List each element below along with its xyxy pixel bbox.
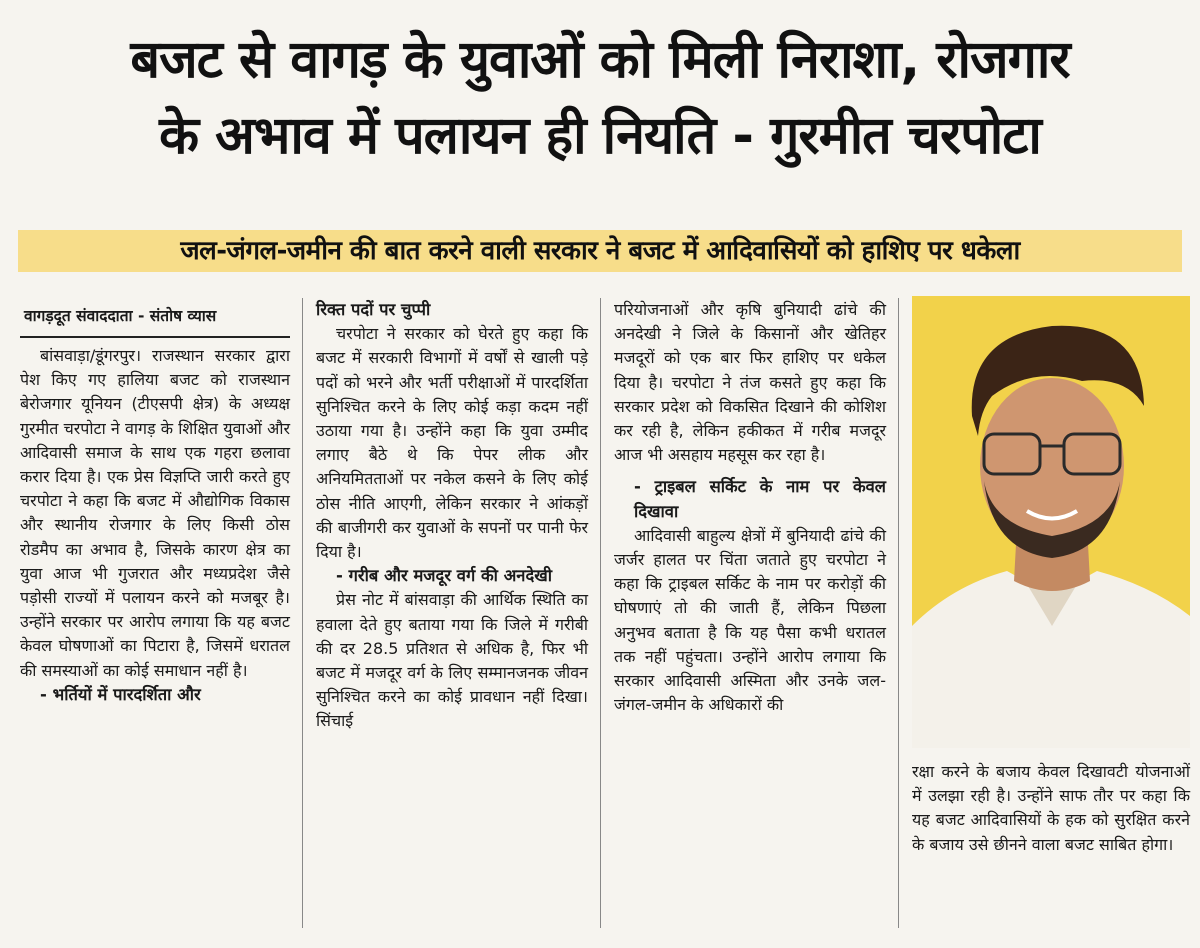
col3-subheading-1: - ट्राइबल सर्किट के नाम पर केवल दिखावा bbox=[634, 477, 886, 521]
article-column-1 bbox=[20, 298, 290, 707]
article-column-4 bbox=[912, 760, 1190, 857]
byline: वागड़दूत संवाददाता - संतोष व्यास bbox=[20, 298, 290, 338]
col3-paragraph-2: आदिवासी बाहुल्य क्षेत्रों में बुनियादी ढांचे की जर्जर हालत पर चिंता जताते हुए चरपोटा ने कहा कि ट्राइबल सर्किट के नाम पर करोड़ों की घोषणाएं तो की जाती हैं, लेकिन पिछला अनुभव बताता है कि यह पैसा कभी धरातल तक नहीं पहुंचता। उन्होंने आरोप लगाया कि सरकार आदिवासी अस्मिता और उनके जल-जंगल-जमीन के अधिकारों की bbox=[614, 525, 886, 715]
col4-paragraph-1: रक्षा करने के बजाय केवल दिखावटी योजनाओं में उलझा रही है। उन्होंने साफ तौर पर कहा कि यह बजट आदिवासियों के हक को सुरक्षित करने के बजाय उसे छीनने वाला बजट साबित होगा। bbox=[912, 762, 1190, 854]
article-column-3 bbox=[614, 298, 886, 717]
headline-line-2: के अभाव में पलायन ही नियति - गुरमीत चरपोटा bbox=[159, 106, 1041, 166]
article-column-2 bbox=[316, 298, 588, 734]
portrait-photo bbox=[912, 296, 1190, 748]
headline-line-1: बजट से वागड़ के युवाओं को मिली निराशा, रोजगार bbox=[130, 30, 1070, 90]
column-divider bbox=[302, 298, 303, 928]
col2-subheading-2: - गरीब और मजदूर वर्ग की अनदेखी bbox=[336, 566, 552, 586]
headline bbox=[20, 22, 1180, 174]
col1-paragraph-1: बांसवाड़ा/डूंगरपुर। राजस्थान सरकार द्वारा पेश किए गए हालिया बजट को राजस्थान बेरोजगार यूनियन (टीएसपी क्षेत्र) के अध्यक्ष गुरमीत चरपोटा ने वागड़ के शिक्षित युवाओं और आदिवासी समाज के साथ एक गहरा छलावा करार दिया है। एक प्रेस विज्ञप्ति जारी करते हुए चरपोटा ने कहा कि बजट में औद्योगिक विकास और स्थानीय रोजगार के लिए किसी ठोस रोडमैप का अभाव है, जिसके कारण क्षेत्र का युवा आज भी गुजरात और मध्यप्रदेश जैसे पड़ोसी राज्यों में पलायन करने को मजबूर है। उन्होंने सरकार पर आरोप लगाया कि यह बजट केवल घोषणाओं का पिटारा है, जिसमें धरातल की समस्याओं का कोई समाधान नहीं है। bbox=[20, 346, 290, 680]
col2-subheading-1: रिक्त पदों पर चुप्पी bbox=[316, 300, 431, 319]
subheadline: जल-जंगल-जमीन की बात करने वाली सरकार ने बजट में आदिवासियों को हाशिए पर धकेला bbox=[180, 236, 1020, 266]
portrait-illustration bbox=[912, 296, 1190, 748]
col1-subheading-1: - भर्तियों में पारदर्शिता और bbox=[40, 684, 201, 704]
col2-paragraph-1: चरपोटा ने सरकार को घेरते हुए कहा कि बजट में सरकारी विभागों में वर्षों से खाली पड़े पदों को भरने और भर्ती परीक्षाओं में पारदर्शिता सुनिश्चित करने के लिए कोई कड़ा कदम नहीं उठाया गया है। उन्होंने कहा कि युवा उम्मीद लगाए बैठे थे कि पेपर लीक और अनियमितताओं पर नकेल कसने के लिए कोई ठोस नीति आएगी, लेकिन सरकार ने आंकड़ों की बाजीगरी कर युवाओं के सपनों पर पानी फेर दिया है। bbox=[316, 324, 588, 562]
col3-paragraph-1: परियोजनाओं और कृषि बुनियादी ढांचे की अनदेखी ने जिले के किसानों और खेतिहर मजदूरों को एक बार फिर हाशिए पर धकेल दिया है। चरपोटा ने तंज कसते हुए कहा कि सरकार प्रदेश को विकसित दिखाने की कोशिश कर रही है, लेकिन हकीकत में गरीब मजदूर आज भी असहाय महसूस कर रहा है। bbox=[614, 300, 886, 465]
column-divider bbox=[898, 298, 899, 928]
col2-paragraph-2: प्रेस नोट में बांसवाड़ा की आर्थिक स्थिति का हवाला देते हुए बताया गया कि जिले में गरीबी की दर 28.5 प्रतिशत से अधिक है, फिर भी बजट में मजदूर वर्ग के लिए सम्मानजनक जीवन सुनिश्चित करने का कोई प्रावधान नहीं दिखा। सिंचाई bbox=[316, 590, 588, 731]
column-divider bbox=[600, 298, 601, 928]
